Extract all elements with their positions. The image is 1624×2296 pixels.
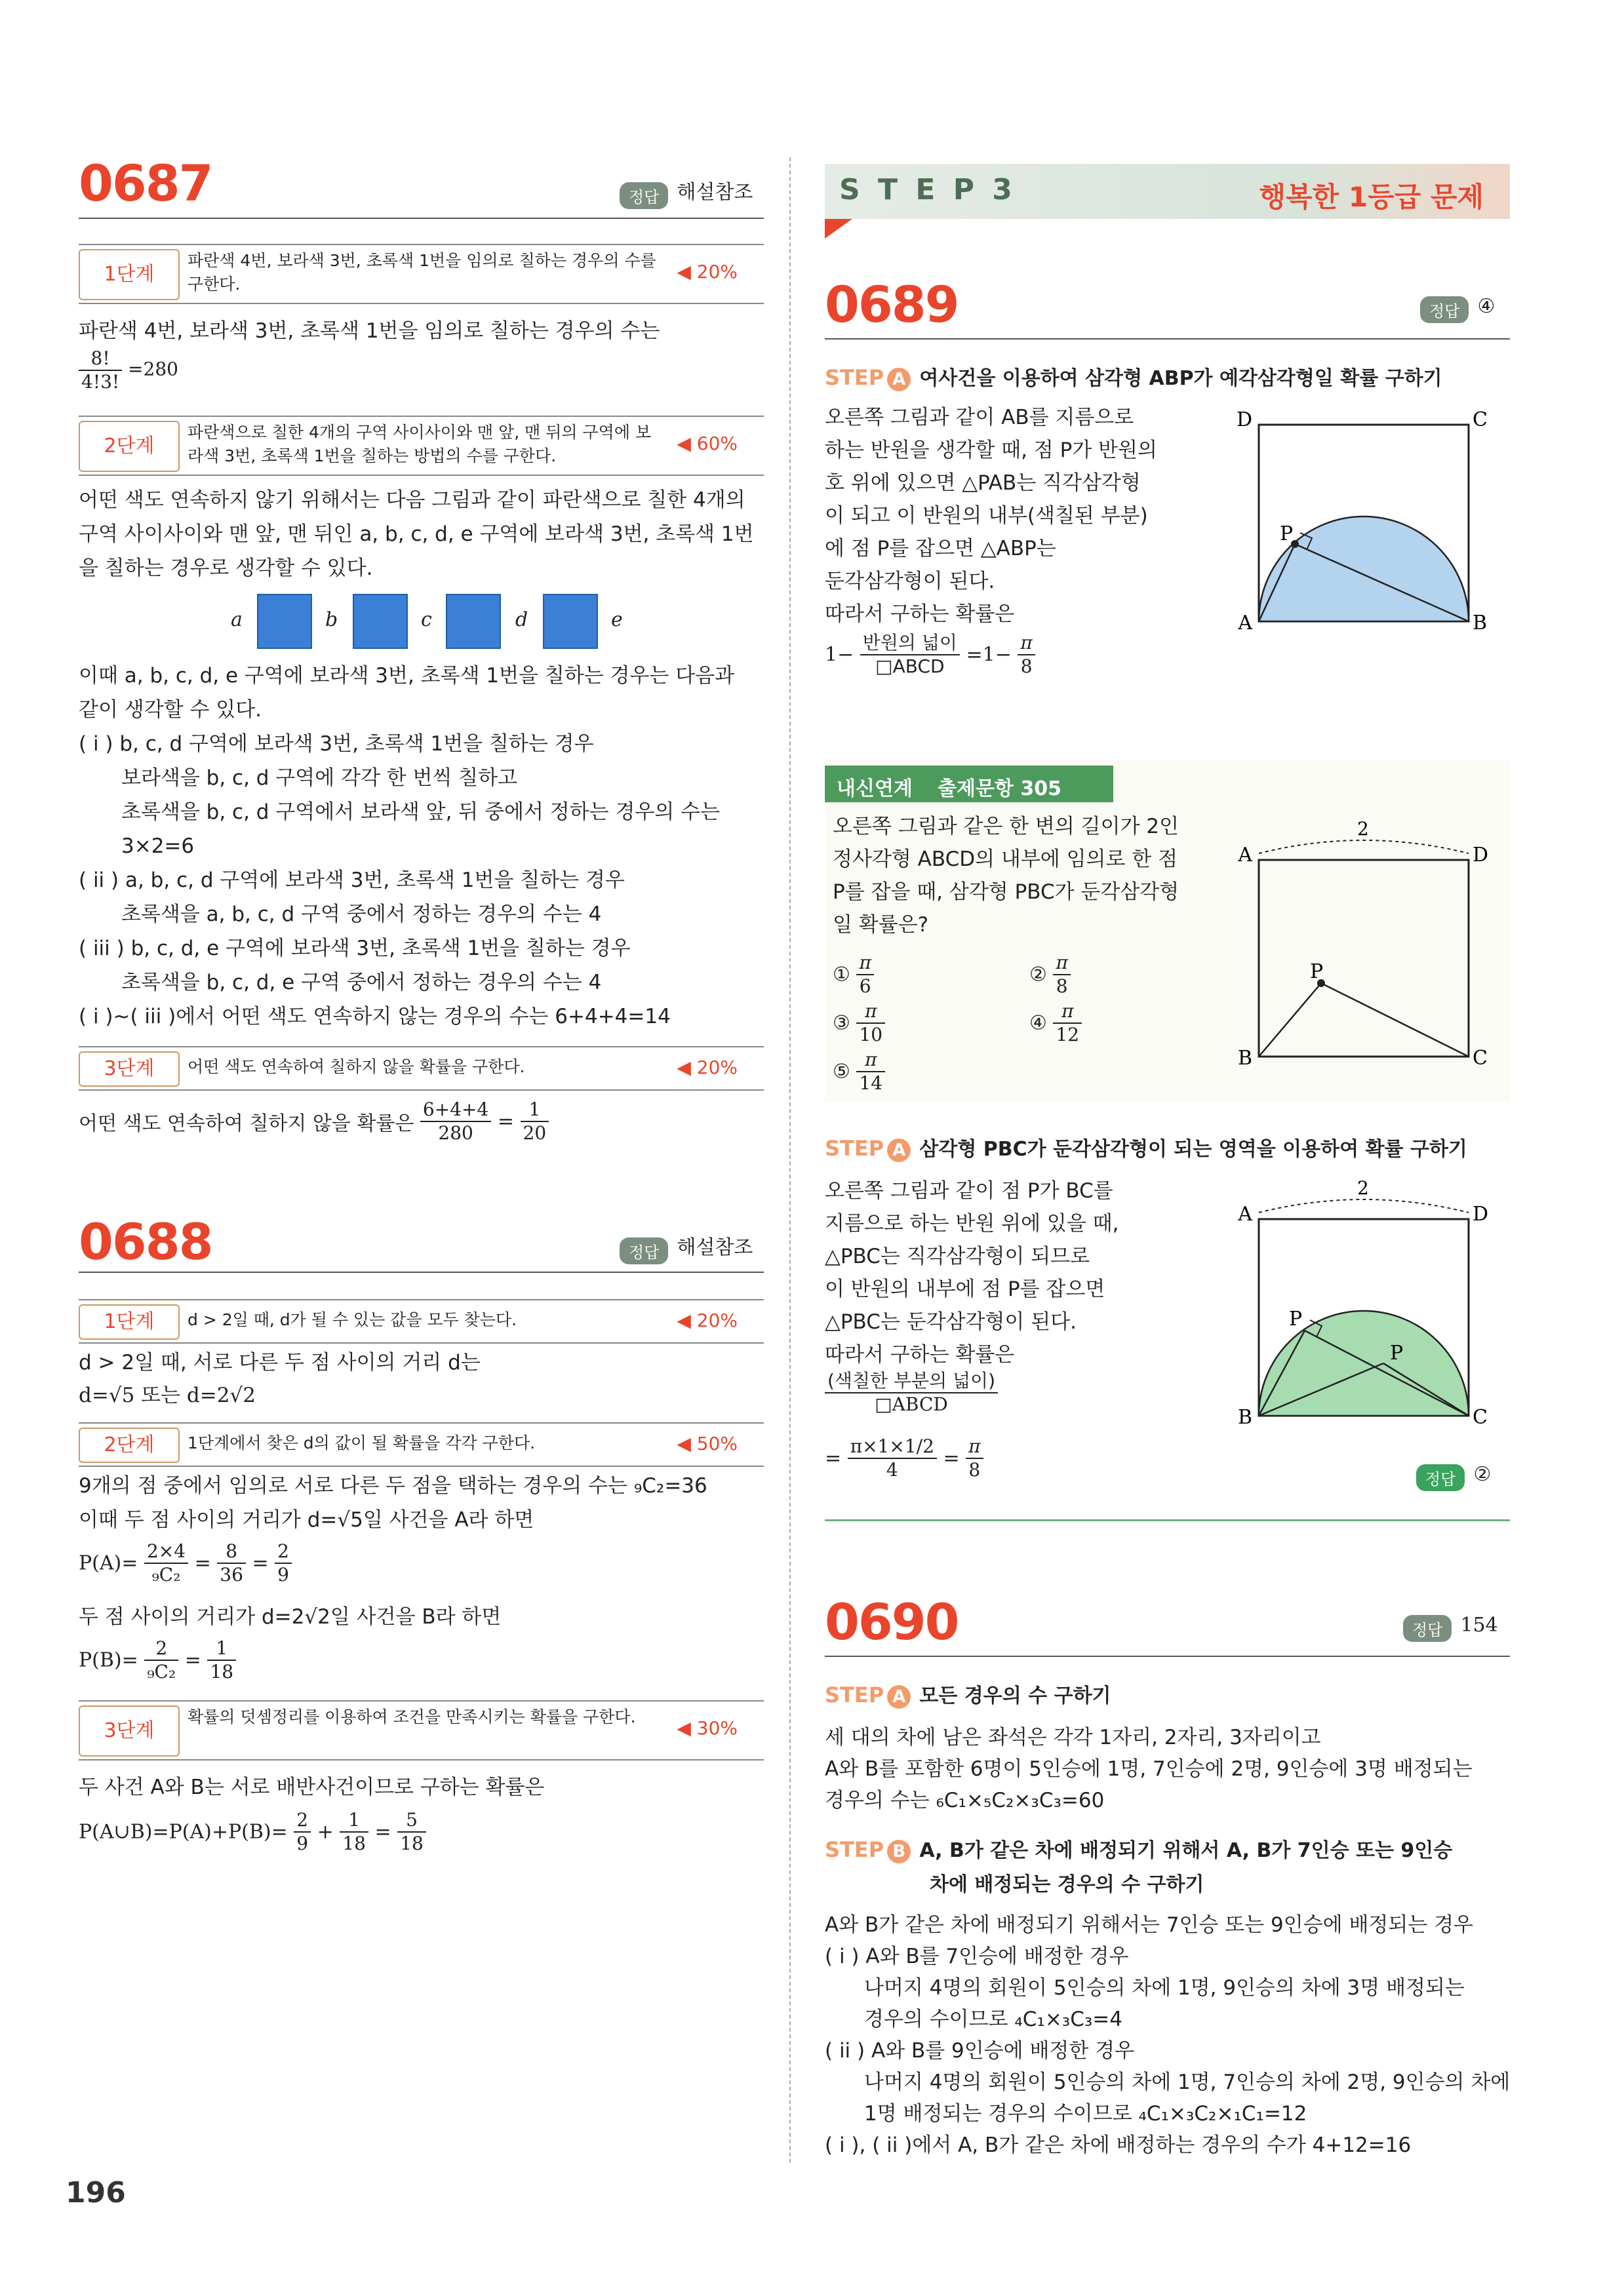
- step-percent: ◀ 50%: [677, 1433, 738, 1454]
- step-tag: 2단계: [79, 1428, 180, 1463]
- answer-label: [1420, 295, 1495, 323]
- text-line: 초록색을 b, c, d 구역에서 보라색 앞, 뒤 중에서 정하는 경우의 수는: [121, 800, 721, 824]
- step-3-box: [79, 1700, 764, 1761]
- blue-block: [543, 594, 598, 649]
- formula-text: P(A∪B)=P(A)+P(B)=: [79, 1820, 288, 1844]
- text-line: d=√5 또는 d=2√2: [79, 1384, 256, 1407]
- answer-badge: 정답: [1420, 296, 1469, 323]
- option-4[interactable]: [1029, 1000, 1082, 1046]
- step-title: 삼각형 PBC가 둔각삼각형이 되는 영역을 이용하여 확률 구하기: [919, 1138, 1467, 1161]
- label-p2: P: [1390, 1342, 1404, 1365]
- frac-den: □ABCD: [875, 1393, 948, 1415]
- divider: [79, 218, 764, 219]
- option-2[interactable]: [1029, 952, 1071, 998]
- text-line: 두 점 사이의 거리가 d=2√2일 사건을 B라 하면: [79, 1605, 502, 1629]
- formula-pb: [79, 1637, 236, 1683]
- equals: =: [184, 1648, 201, 1672]
- step-label: S T E P 3: [839, 173, 1016, 206]
- text-line: 오른쪽 그림과 같은 한 변의 길이가 2인: [833, 815, 1179, 838]
- label-d: D: [1473, 1203, 1489, 1226]
- answer-badge: 정답: [1416, 1464, 1465, 1491]
- step-title: 모든 경우의 수 구하기: [919, 1684, 1111, 1707]
- frac-num: 반원의 넓이: [860, 632, 960, 655]
- text-line: 일 확률은?: [833, 913, 929, 937]
- text-line: 이때 a, b, c, d, e 구역에 보라색 3번, 초록색 1번을 칠하는 경우는 다음과: [79, 664, 735, 688]
- text-line: d > 2일 때, 서로 다른 두 점 사이의 거리 d는: [79, 1351, 481, 1374]
- step-label: STEP: [825, 1136, 884, 1161]
- step-1-box: [79, 1299, 764, 1344]
- frac-num: π: [1053, 1000, 1082, 1024]
- text-line: P를 잡을 때, 삼각형 PBC가 둔각삼각형: [833, 880, 1179, 904]
- frac-num: 1: [207, 1637, 236, 1661]
- text-line: 오른쪽 그림과 같이 점 P가 BC를: [825, 1179, 1113, 1203]
- side-length-label: 2: [1357, 1177, 1369, 1199]
- blue-block: [353, 594, 408, 649]
- text-line: 보라색을 b, c, d 구역에 각각 한 번씩 칠하고: [121, 766, 518, 790]
- formula-text: P(B)=: [79, 1648, 138, 1672]
- formula: [825, 1370, 998, 1416]
- text-line: 따라서 구하는 확률은: [825, 1343, 1015, 1367]
- frac-num: 5: [397, 1809, 426, 1833]
- text-line: 1명 배정되는 경우의 수이므로 ₄C₁×₃C₂×₁C₁=12: [864, 2102, 1307, 2126]
- text-line: 에 점 P를 잡으면 △ABP는: [825, 537, 1056, 560]
- plus: +: [317, 1820, 334, 1844]
- badge-title: 출제문항 305: [938, 777, 1061, 800]
- case-heading: ( i ) b, c, d 구역에 보라색 3번, 초록색 1번을 칠하는 경우: [79, 732, 594, 756]
- text-line: 9개의 점 중에서 임의로 서로 다른 두 점을 택하는 경우의 수는 ₉C₂=36: [79, 1474, 707, 1498]
- label-a: A: [1238, 612, 1252, 634]
- step-a-heading: [825, 362, 1442, 391]
- formula: [79, 347, 178, 393]
- case-heading: ( i ) A와 B를 7인승에 배정한 경우: [825, 1945, 1129, 1968]
- blue-block: [257, 594, 312, 649]
- answer-badge: 정답: [620, 182, 668, 209]
- answer-text: ②: [1473, 1463, 1492, 1486]
- label-p1: P: [1289, 1308, 1303, 1331]
- text-line: 같이 생각할 수 있다.: [79, 698, 262, 722]
- badge-label: 내신연계: [837, 777, 913, 800]
- step-desc: 어떤 색도 연속하여 칠하지 않을 확률을 구한다.: [188, 1057, 525, 1076]
- step-letter-a: A: [887, 368, 911, 391]
- text-line: 어떤 색도 연속하여 칠하지 않을 확률은: [79, 1112, 414, 1135]
- answer-label: [1416, 1463, 1491, 1491]
- answer-text: 해설참조: [677, 181, 753, 204]
- option-5[interactable]: [833, 1049, 885, 1095]
- text-line: 이 되고 이 반원의 내부(색칠된 부분): [825, 504, 1148, 528]
- frac-num: 2: [294, 1809, 311, 1833]
- text-line: 초록색을 b, c, d, e 구역 중에서 정하는 경우의 수는 4: [121, 971, 602, 994]
- text-line: 이때 두 점 사이의 거리가 d=√5일 사건을 A라 하면: [79, 1508, 534, 1532]
- step-percent: ◀ 20%: [677, 1057, 738, 1078]
- text-line: 경우의 수이므로 ₄C₁×₃C₃=4: [864, 2008, 1123, 2031]
- case-heading: ( ii ) a, b, c, d 구역에 보라색 3번, 초록색 1번을 칠하는 경우: [79, 868, 625, 892]
- frac-den: 280: [438, 1122, 473, 1144]
- frac-den: 4: [886, 1459, 898, 1481]
- text-line: △PBC는 둔각삼각형이 된다.: [825, 1310, 1077, 1334]
- text-line: 두 사건 A와 B는 서로 배반사건이므로 구하는 확률은: [79, 1776, 545, 1799]
- frac-den: 18: [342, 1833, 366, 1854]
- divider: [825, 1656, 1510, 1657]
- text-line: 세 대의 차에 남은 좌석은 각각 1자리, 2자리, 3자리이고: [825, 1726, 1321, 1749]
- step-a-heading: [825, 1679, 1111, 1709]
- frac-den: 9: [277, 1564, 289, 1586]
- text-line: 나머지 4명의 회원이 5인승의 차에 1명, 7인승의 차에 2명, 9인승의 차에: [864, 2071, 1511, 2094]
- frac-num: π: [856, 1000, 885, 1024]
- text-line: 따라서 구하는 확률은: [825, 602, 1015, 626]
- step-label: STEP: [825, 1837, 884, 1862]
- frac-num: π: [1053, 952, 1070, 975]
- equals: =: [497, 1110, 514, 1133]
- equals: =: [194, 1551, 211, 1575]
- step-desc: 1단계에서 찾은 d의 값이 될 확률을 각각 구한다.: [188, 1433, 536, 1452]
- frac-num: π: [856, 952, 873, 975]
- frac-num: 8!: [79, 347, 122, 371]
- blue-block: [446, 594, 501, 649]
- frac-den: 8: [1056, 975, 1068, 997]
- frac-den: ₉C₂: [151, 1564, 181, 1586]
- label-d: D: [1236, 408, 1252, 431]
- option-marker: ⑤: [833, 1060, 850, 1083]
- text-line: 호 위에 있으면 △PAB는 직각삼각형: [825, 471, 1141, 495]
- frac-num: (색칠한 부분의 넓이): [825, 1370, 998, 1393]
- step-label: STEP: [825, 365, 884, 390]
- divider: [825, 338, 1510, 340]
- text-line: 파란색 4번, 보라색 3번, 초록색 1번을 임의로 칠하는 경우의 수는: [79, 319, 660, 343]
- step-letter-a: A: [887, 1138, 911, 1162]
- formula-pu: [79, 1809, 426, 1855]
- frac-den: 8: [1020, 655, 1033, 677]
- frac-den: 18: [210, 1661, 234, 1683]
- region-label-a: a: [231, 608, 243, 631]
- label-b: B: [1237, 1047, 1252, 1070]
- frac-den: □ABCD: [875, 655, 945, 677]
- option-marker: ③: [833, 1011, 850, 1035]
- text-line: 하는 반원을 생각할 때, 점 P가 반원의: [825, 438, 1157, 462]
- label-a: A: [1238, 1203, 1252, 1226]
- option-marker: ②: [1029, 963, 1047, 986]
- step-percent: ◀ 20%: [677, 1310, 738, 1331]
- text-line: 구역 사이사이와 맨 앞, 맨 뒤인 a, b, c, d, e 구역에 보라색 3번, 초록색 1번: [79, 522, 754, 546]
- text-line: 초록색을 a, b, c, d 구역 중에서 정하는 경우의 수는 4: [121, 903, 602, 926]
- frac-num: 1: [521, 1099, 549, 1122]
- step-tag: 2단계: [79, 421, 180, 472]
- label-c: C: [1473, 408, 1488, 431]
- frac-den: 9: [296, 1833, 309, 1854]
- frac-den: 6: [859, 975, 871, 997]
- option-marker: ①: [833, 963, 850, 986]
- step-percent: ◀ 30%: [677, 1717, 738, 1739]
- problem-number-0688: 0688: [79, 1213, 212, 1271]
- text-line: 이 반원의 내부에 점 P를 잡으면: [825, 1277, 1105, 1301]
- label-a: A: [1238, 844, 1252, 866]
- side-length-label: 2: [1357, 818, 1369, 840]
- step-tag: 1단계: [79, 249, 180, 300]
- label-p: P: [1280, 522, 1294, 545]
- frac-den: 10: [859, 1024, 883, 1045]
- text-line: 오른쪽 그림과 같이 AB를 지름으로: [825, 406, 1134, 429]
- text-line: 둔각삼각형이 된다.: [825, 570, 995, 593]
- frac-den: 18: [400, 1833, 424, 1854]
- text-line: 을 칠하는 경우로 생각할 수 있다.: [79, 556, 373, 580]
- step-b-heading: [825, 1834, 1452, 1863]
- page-number: 196: [66, 2176, 126, 2209]
- figure-square-semicircle: [1226, 1173, 1495, 1449]
- frac-num: 2: [275, 1540, 292, 1564]
- frac-den: 4!3!: [81, 371, 120, 393]
- text-line: 정사각형 ABCD의 내부에 임의로 한 점: [833, 847, 1178, 871]
- text-line: 지름으로 하는 반원 위에 있을 때,: [825, 1212, 1119, 1236]
- region-label-c: c: [421, 608, 432, 631]
- option-1[interactable]: [833, 952, 874, 998]
- case-heading: ( iii ) b, c, d, e 구역에 보라색 3번, 초록색 1번을 칠하는 경우: [79, 937, 631, 960]
- frac-num: π: [1018, 632, 1035, 655]
- formula-text: P(A)=: [79, 1551, 138, 1575]
- frac-num: π: [856, 1049, 885, 1072]
- step-desc: 파란색 4번, 보라색 3번, 초록색 1번을 임의로 칠하는 경우의 수를 구한다.: [188, 251, 656, 294]
- step-desc: 파란색으로 칠한 4개의 구역 사이사이와 맨 앞, 맨 뒤의 구역에 보라색 3번, 초록색 1번을 칠하는 방법의 수를 구한다.: [188, 423, 652, 465]
- problem-number-0689: 0689: [825, 275, 959, 334]
- banner-corner: [825, 219, 852, 239]
- frac-num: 2×4: [144, 1540, 188, 1564]
- formula-text: =1−: [966, 643, 1012, 667]
- text-line: ( i ), ( ii )에서 A, B가 같은 차에 배정하는 경우의 수가 4+12=16: [825, 2133, 1412, 2157]
- text-line: A와 B가 같은 차에 배정되기 위해서는 7인승 또는 9인승에 배정되는 경우: [825, 1913, 1473, 1937]
- step-desc: 확률의 덧셈정리를 이용하여 조건을 만족시키는 확률을 구한다.: [188, 1707, 636, 1726]
- label-p: P: [1310, 960, 1324, 983]
- answer-label: [1403, 1614, 1498, 1642]
- step-2-box: [79, 416, 764, 476]
- final-formula: [79, 1099, 549, 1144]
- step-label: STEP: [825, 1683, 884, 1707]
- frac-den: 12: [1056, 1024, 1080, 1045]
- text-line: △PBC는 직각삼각형이 되므로: [825, 1245, 1090, 1268]
- label-c: C: [1473, 1406, 1488, 1429]
- equals: =: [825, 1447, 842, 1470]
- frac-num: 6+4+4: [420, 1099, 491, 1122]
- region-label-d: d: [515, 608, 528, 631]
- step-percent: ◀ 20%: [677, 261, 738, 282]
- step-tag: 3단계: [79, 1705, 180, 1757]
- label-b: B: [1237, 1406, 1252, 1429]
- formula-result: =280: [128, 358, 178, 380]
- formula-text: 1−: [825, 643, 854, 667]
- frac-num: π: [966, 1435, 983, 1459]
- text-line: A와 B를 포함한 6명이 5인승에 1명, 7인승에 2명, 9인승에 3명 배정되는: [825, 1757, 1473, 1781]
- answer-text: ④: [1477, 295, 1495, 318]
- formula: [825, 632, 1035, 678]
- step-title-cont: 차에 배정되는 경우의 수 구하기: [930, 1873, 1204, 1896]
- text-line: 3×2=6: [121, 834, 195, 858]
- step-title: A, B가 같은 차에 배정되기 위해서 A, B가 7인승 또는 9인승: [919, 1839, 1453, 1862]
- step-1-box: [79, 244, 764, 304]
- answer-badge: 정답: [1403, 1615, 1452, 1642]
- label-c: C: [1473, 1047, 1488, 1070]
- step-tag: 1단계: [79, 1304, 180, 1340]
- text-line: 나머지 4명의 회원이 5인승의 차에 1명, 9인승의 차에 3명 배정되는: [864, 1976, 1465, 2000]
- problem-number-0690: 0690: [825, 1593, 959, 1651]
- figure-semicircle-square: [1233, 406, 1495, 636]
- label-b: B: [1473, 612, 1488, 634]
- frac-den: ₉C₂: [147, 1661, 176, 1683]
- answer-label: [620, 1231, 753, 1264]
- step-percent: ◀ 60%: [677, 433, 738, 454]
- case-heading: ( ii ) A와 B를 9인승에 배정한 경우: [825, 2039, 1135, 2063]
- frac-den: 14: [859, 1072, 883, 1094]
- step-letter-a: A: [887, 1685, 911, 1709]
- text-line: ( i )~( iii )에서 어떤 색도 연속하지 않는 경우의 수는 6+4+4=14: [79, 1005, 671, 1028]
- naesin-badge: [825, 766, 1113, 802]
- equals: =: [943, 1447, 960, 1470]
- step-letter-b: B: [887, 1840, 911, 1863]
- answer-text: 154: [1460, 1614, 1498, 1637]
- answer-badge: 정답: [620, 1237, 668, 1264]
- frac-num: 8: [217, 1540, 246, 1564]
- frac-num: 1: [340, 1809, 368, 1833]
- step-desc: d > 2일 때, d가 될 수 있는 값을 모두 찾는다.: [188, 1310, 517, 1329]
- column-divider: [789, 157, 791, 2163]
- step3-header-banner: [825, 164, 1510, 219]
- frac-den: 20: [523, 1122, 547, 1144]
- label-d: D: [1473, 844, 1489, 866]
- region-label-e: e: [611, 608, 623, 631]
- step-3-box: [79, 1046, 764, 1091]
- step-tag: 3단계: [79, 1051, 180, 1087]
- frac-den: 36: [220, 1564, 243, 1586]
- formula-pa: [79, 1540, 292, 1586]
- step-a-heading: [825, 1133, 1467, 1162]
- frac-den: 8: [968, 1459, 981, 1481]
- frac-num: π×1×1/2: [848, 1435, 937, 1459]
- figure-square-point: [1226, 813, 1495, 1088]
- option-3[interactable]: [833, 1000, 885, 1046]
- formula: [825, 1435, 983, 1481]
- divider: [79, 1272, 764, 1273]
- equals: =: [252, 1551, 269, 1575]
- equals: =: [374, 1820, 391, 1844]
- answer-label: [620, 176, 753, 209]
- divider: [825, 1519, 1510, 1521]
- option-marker: ④: [1029, 1011, 1047, 1035]
- frac-num: 2: [144, 1637, 178, 1661]
- region-label-b: b: [325, 608, 338, 631]
- answer-text: 해설참조: [677, 1236, 753, 1259]
- step-2-box: [79, 1422, 764, 1467]
- step-title: 여사건을 이용하여 삼각형 ABP가 예각삼각형일 확률 구하기: [919, 367, 1442, 390]
- problem-number-0687: 0687: [79, 154, 212, 212]
- text-line: 어떤 색도 연속하지 않기 위해서는 다음 그림과 같이 파란색으로 칠한 4개의: [79, 488, 745, 512]
- text-line: 경우의 수는 ₆C₁×₅C₂×₃C₃=60: [825, 1789, 1105, 1812]
- banner-title: 행복한 1등급 문제: [1259, 181, 1484, 213]
